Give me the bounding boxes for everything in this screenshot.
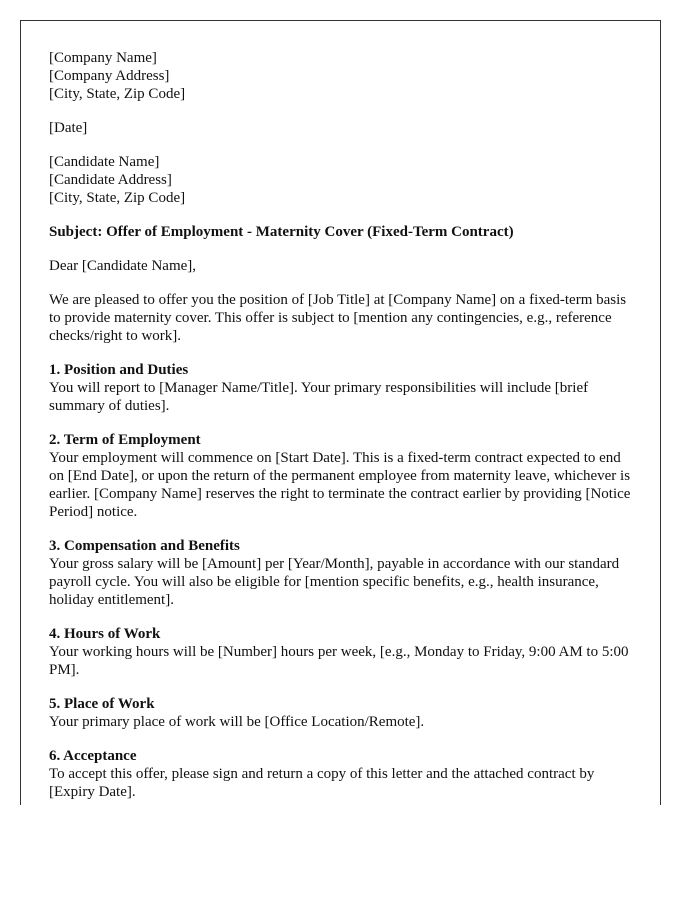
recipient-address: [Candidate Address] xyxy=(49,172,172,188)
section-term xyxy=(49,431,632,521)
letter-date: [Date] xyxy=(49,120,88,136)
sender-name: [Company Name] xyxy=(49,50,157,66)
section-heading: 6. Acceptance xyxy=(49,748,137,764)
sender-address-block xyxy=(49,49,632,103)
subject-line: Subject: Offer of Employment - Maternity Cover (Fixed-Term Contract) xyxy=(49,224,514,240)
recipient-city: [City, State, Zip Code] xyxy=(49,190,186,206)
intro-paragraph: We are pleased to offer you the position of [Job Title] at [Company Name] on a fixed-term basis to provide maternity cover. This offer is subject to [mention any contingencies, e.g., reference checks/right to work]. xyxy=(49,292,627,344)
section-heading: 5. Place of Work xyxy=(49,696,155,712)
section-place xyxy=(49,695,632,731)
recipient-address-block xyxy=(49,153,632,207)
section-acceptance xyxy=(49,747,632,801)
section-heading: 3. Compensation and Benefits xyxy=(49,538,240,554)
section-compensation xyxy=(49,537,632,609)
section-body: Your primary place of work will be [Office Location/Remote]. xyxy=(49,714,425,730)
section-body: Your working hours will be [Number] hours per week, [e.g., Monday to Friday, 9:00 AM to 5:00 PM]. xyxy=(49,644,629,678)
letter-page xyxy=(20,20,661,805)
section-heading: 1. Position and Duties xyxy=(49,362,189,378)
section-position xyxy=(49,361,632,415)
section-body: Your employment will commence on [Start Date]. This is a fixed-term contract expected to end on [End Date], or upon the return of the permanent employee from maternity leave, whichever is earlier. [Company Name] reserves the right to terminate the contract earlier by providing [Notice Period] notice. xyxy=(49,450,631,520)
section-body: Your gross salary will be [Amount] per [Year/Month], payable in accordance with our standard payroll cycle. You will also be eligible for [mention specific benefits, e.g., health insurance, holiday entitlement]. xyxy=(49,556,620,608)
section-body: To accept this offer, please sign and return a copy of this letter and the attached contract by [Expiry Date]. xyxy=(49,766,595,800)
section-body: You will report to [Manager Name/Title]. Your primary responsibilities will include [brief summary of duties]. xyxy=(49,380,589,414)
sender-address: [Company Address] xyxy=(49,68,170,84)
recipient-name: [Candidate Name] xyxy=(49,154,160,170)
sender-city: [City, State, Zip Code] xyxy=(49,86,186,102)
salutation: Dear [Candidate Name], xyxy=(49,258,197,274)
section-hours xyxy=(49,625,632,679)
section-heading: 2. Term of Employment xyxy=(49,432,201,448)
section-heading: 4. Hours of Work xyxy=(49,626,161,642)
